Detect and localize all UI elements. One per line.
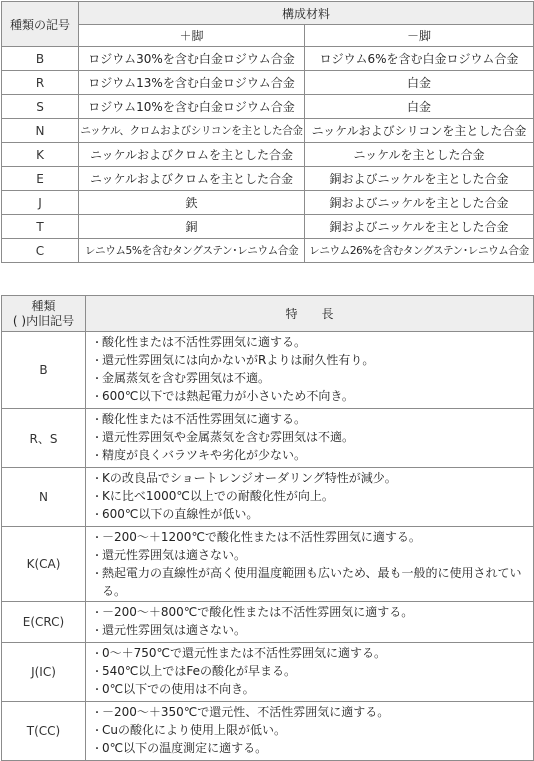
minus-leg-material: 銅およびニッケルを主とした合金 [305,167,534,191]
minus-leg-material: 白金 [305,95,534,119]
table-row [2,71,534,95]
feature-item: ・ 酸化性または不活性雰囲気に適する。 [92,411,527,429]
header-type [2,296,86,332]
type-symbol: R [2,71,79,95]
feature-item: ・ 還元性雰囲気には向かないがRよりは耐久性有り。 [92,352,527,370]
feature-cell [86,702,534,761]
type-symbol: T(CC) [2,702,86,761]
table-row [2,643,534,702]
table-row [2,702,534,761]
plus-leg-material: ニッケルおよびクロムを主とした合金 [79,143,305,167]
feature-item: ・ 0℃以下の温度測定に適する。 [92,740,527,758]
feature-item: ・ 精度が良くバラツキや劣化が少ない。 [92,447,527,465]
type-symbol: E [2,167,79,191]
plus-leg-material: 銅 [79,215,305,239]
feature-item: ・ 600℃以下では熱起電力が小さいため不向き。 [92,388,527,406]
feature-cell [86,602,534,643]
table-row [2,191,534,215]
type-symbol: J [2,191,79,215]
header-feature: 特 長 [86,296,534,332]
feature-item: ・ 酸化性または不活性雰囲気に適する。 [92,334,527,352]
feature-item: ・ 0～＋750℃で還元性または不活性雰囲気に適する。 [92,645,527,663]
minus-leg-material: ニッケルおよびシリコンを主とした合金 [305,119,534,143]
plus-leg-material: ニッケルおよびクロムを主とした合金 [79,167,305,191]
feature-item: ・ 熱起電力の直線性が高く使用温度範囲も広いため、最も一般的に使用されている。 [92,565,527,599]
type-symbol: J(IC) [2,643,86,702]
type-symbol: K [2,143,79,167]
feature-item: ・ 還元性雰囲気は適さない。 [92,622,527,640]
composition-table [1,1,534,263]
type-symbol: E(CRC) [2,602,86,643]
feature-item: ・ 540℃以上ではFeの酸化が早まる。 [92,663,527,681]
type-symbol: B [2,332,86,409]
minus-leg-material: 銅およびニッケルを主とした合金 [305,191,534,215]
feature-item: ・ －200～＋1200℃で酸化性または不活性雰囲気に適する。 [92,529,527,547]
type-symbol: N [2,119,79,143]
header-symbol: 種類の記号 [2,2,79,47]
header-material: 構成材料 [79,2,534,25]
type-symbol: S [2,95,79,119]
feature-cell [86,527,534,602]
type-symbol: R、S [2,409,86,468]
features-table [1,295,534,761]
table-row [2,95,534,119]
plus-leg-material: ニッケル、クロムおよびシリコンを主とした合金 [79,119,305,143]
feature-item: ・ Cuの酸化により使用上限が低い。 [92,722,527,740]
feature-item: ・ 金属蒸気を含む雰囲気は不適。 [92,370,527,388]
minus-leg-material: ロジウム6%を含む白金ロジウム合金 [305,47,534,71]
table-row [2,602,534,643]
feature-item: ・ －200～＋350℃で還元性、不活性雰囲気に適する。 [92,704,527,722]
feature-item: ・ －200～＋800℃で酸化性または不活性雰囲気に適する。 [92,604,527,622]
minus-leg-material: 銅およびニッケルを主とした合金 [305,215,534,239]
table-row [2,332,534,409]
feature-item: ・ 0℃以下での使用は不向き。 [92,681,527,699]
header-type-line1: 種類 [31,298,56,313]
feature-item: ・ Kの改良品でショートレンジオーダリング特性が減少。 [92,470,527,488]
feature-cell [86,409,534,468]
header-type-line2: ( )内旧記号 [12,313,75,328]
type-symbol: C [2,239,79,263]
plus-leg-material: ロジウム30%を含む白金ロジウム合金 [79,47,305,71]
feature-item: ・ 還元性雰囲気や金属蒸気を含む雰囲気は不適。 [92,429,527,447]
table-row [2,409,534,468]
header-plus-leg: ＋脚 [79,25,305,47]
feature-item: ・ 600℃以下の直線性が低い。 [92,506,527,524]
plus-leg-material: ロジウム13%を含む白金ロジウム合金 [79,71,305,95]
type-symbol: N [2,468,86,527]
table-row [2,167,534,191]
feature-item: ・ 還元性雰囲気は適さない。 [92,547,527,565]
table-row [2,527,534,602]
minus-leg-material: 白金 [305,71,534,95]
plus-leg-material: レニウム5%を含むタングステン･レニウム合金 [79,239,305,263]
feature-item: ・ Kに比べ1000℃以上での耐酸化性が向上。 [92,488,527,506]
feature-cell [86,643,534,702]
plus-leg-material: 鉄 [79,191,305,215]
table-row [2,47,534,71]
type-symbol: K(CA) [2,527,86,602]
feature-cell [86,332,534,409]
type-symbol: B [2,47,79,71]
table-row [2,239,534,263]
minus-leg-material: レニウム26%を含むタングステン･レニウム合金 [305,239,534,263]
feature-cell [86,468,534,527]
table-row [2,468,534,527]
table-row [2,119,534,143]
table-row [2,143,534,167]
type-symbol: T [2,215,79,239]
header-minus-leg: －脚 [305,25,534,47]
table-row [2,215,534,239]
minus-leg-material: ニッケルを主とした合金 [305,143,534,167]
plus-leg-material: ロジウム10%を含む白金ロジウム合金 [79,95,305,119]
